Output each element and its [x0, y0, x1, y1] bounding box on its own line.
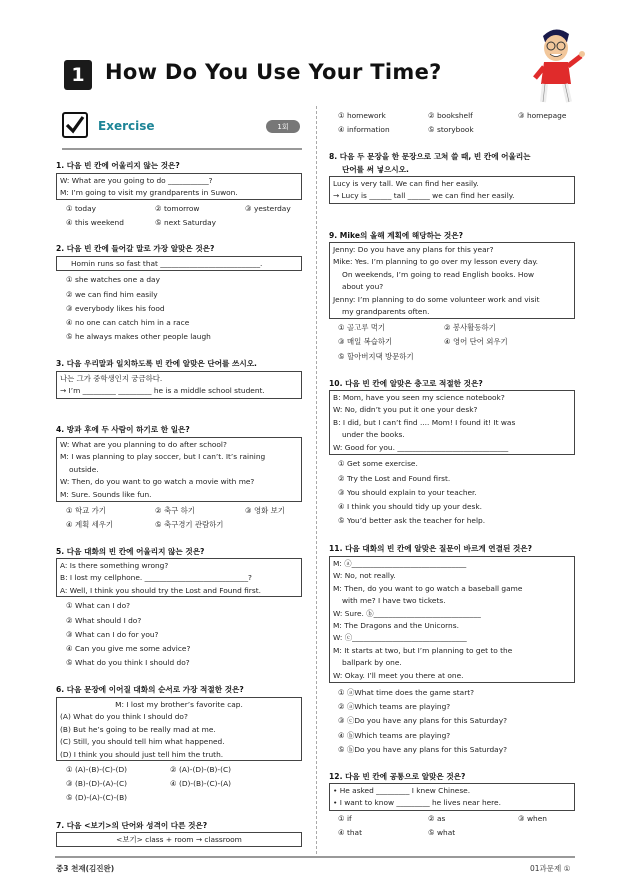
sentence: • I want to know _________ he lives near here.	[333, 798, 501, 808]
option[interactable]: ③ (B)-(D)-(A)-(C)	[66, 779, 128, 788]
question-5-box	[56, 558, 302, 597]
dialog-line: W: Good for you. ______________________________	[333, 442, 509, 452]
divider	[62, 148, 302, 150]
page-title: How Do You Use Your Time?	[105, 60, 442, 84]
option[interactable]: ① she watches one a day	[66, 275, 160, 284]
option[interactable]: ④ that	[338, 828, 362, 837]
question-6-box	[56, 697, 302, 761]
option[interactable]: ① What can I do?	[66, 601, 131, 610]
dialog-line: W: What are you planning to do after school?	[60, 440, 227, 449]
dialog-line: W: No, didn’t you put it one your desk?	[333, 405, 478, 415]
lead-sentence: M: I lost my brother’s favorite cap.	[115, 700, 243, 709]
option[interactable]: ③ everybody likes his food	[66, 304, 165, 313]
dialog-line: B: I did, but I can’t find .... Mom! I found it! It was	[333, 417, 516, 427]
dialog-line: W: What are you going to do ___________?	[60, 176, 213, 185]
question-11-box	[329, 556, 575, 683]
option[interactable]: ⑤ 축구경기 관람하기	[155, 520, 224, 529]
question-7-title: 7. 다음 <보기>의 단어와 성격이 다른 것은?	[56, 821, 208, 830]
option[interactable]: ⑤ storybook	[428, 125, 474, 134]
dialog-line: W: Then, do you want to go watch a movie with me?	[60, 477, 255, 487]
sentence: Lucy is very tall. We can find her easily.	[333, 179, 479, 188]
option[interactable]: ④ Can you give me some advice?	[66, 644, 191, 653]
option[interactable]: ④ this weekend	[66, 218, 124, 227]
option[interactable]: ① if	[338, 814, 352, 823]
korean-sentence: 나는 그가 중학생인지 궁금하다.	[60, 374, 163, 383]
option[interactable]: ③ homepage	[518, 111, 567, 120]
option[interactable]: ⑤ 할아버지댁 방문하기	[338, 352, 414, 361]
dialog-line: On weekends, I’m going to read English books. How	[342, 269, 535, 279]
footer-page: 01과문제 ①	[530, 864, 571, 873]
option[interactable]: ⑤ You’d better ask the teacher for help.	[338, 516, 486, 525]
option[interactable]: ① (A)-(B)-(C)-(D)	[66, 765, 128, 774]
dialog-line: B: I lost my cellphone. ____________________________?	[60, 573, 252, 583]
dialog-line: M: Sure. Sounds like fun.	[60, 489, 152, 499]
question-4-box	[56, 437, 302, 502]
option[interactable]: ① homework	[338, 111, 386, 120]
option[interactable]: ② we can find him easily	[66, 290, 158, 299]
question-8-title: 8. 다음 두 문장을 한 문장으로 고쳐 쓸 때, 빈 칸에 어울리는	[329, 152, 531, 161]
dialog-line: Mike: Yes. I’m planning to go over my lesson every day.	[333, 257, 539, 267]
option[interactable]: ③ 매일 복습하기	[338, 337, 393, 346]
dialog-line: W: Okay. I’ll meet you there at one.	[333, 670, 464, 680]
sentence: Homin runs so fast that ___________________________.	[71, 259, 263, 268]
question-9-box	[329, 242, 575, 319]
option[interactable]: ④ I think you should tidy up your desk.	[338, 502, 482, 511]
question-10-title: 10. 다음 빈 칸에 알맞은 충고로 적절한 것은?	[329, 379, 483, 388]
dialog-line: W: Sure. ⓑ_____________________________	[333, 608, 481, 618]
question-2-box	[56, 256, 302, 271]
option[interactable]: ② 봉사활동하기	[444, 323, 496, 332]
question-5-title: 5. 다음 대화의 빈 칸에 어울리지 않는 것은?	[56, 547, 205, 556]
option[interactable]: ② (A)-(D)-(B)-(C)	[170, 765, 232, 774]
dialog-line: W: No, not really.	[333, 571, 396, 581]
option[interactable]: ① Get some exercise.	[338, 459, 418, 468]
option[interactable]: ③ when	[518, 814, 547, 823]
dialog-line: M: I’m going to visit my grandparents in Suwon.	[60, 188, 238, 198]
question-4-title: 4. 방과 후에 두 사람이 하기로 한 일은?	[56, 425, 190, 434]
option[interactable]: ② ⓐWhich teams are playing?	[338, 702, 451, 711]
option[interactable]: ③ What can I do for you?	[66, 630, 159, 639]
option[interactable]: ③ ⓒDo you have any plans for this Saturday?	[338, 716, 508, 725]
option[interactable]: ④ (D)-(B)-(C)-(A)	[170, 779, 232, 788]
option[interactable]: ⑤ What do you think I should do?	[66, 658, 190, 667]
exercise-header	[62, 112, 302, 140]
question-1-box	[56, 173, 302, 200]
dialog-line: about you?	[342, 282, 384, 292]
option[interactable]: ② bookshelf	[428, 111, 473, 120]
option[interactable]: ② as	[428, 814, 446, 823]
dialog-line: my grandparents often.	[342, 307, 430, 317]
question-6-title: 6. 다음 문장에 이어질 대화의 순서로 가장 적절한 것은?	[56, 685, 244, 694]
option[interactable]: ② 축구 하기	[155, 506, 195, 515]
option[interactable]: ④ 영어 단어 외우기	[444, 337, 508, 346]
option[interactable]: ④ information	[338, 125, 390, 134]
sentence: → Lucy is ______ tall ______ we can find her easily.	[333, 191, 515, 201]
dialog-line: B: Mom, have you seen my science notebook?	[333, 393, 505, 402]
dialog-line: with me? I have two tickets.	[342, 596, 446, 606]
option[interactable]: ① ⓐWhat time does the game start?	[338, 688, 475, 697]
option[interactable]: ③ You should explain to your teacher.	[338, 488, 477, 497]
sentence: • He asked _________ I knew Chinese.	[333, 786, 471, 795]
footer-publisher: 중3 천재(김진완)	[56, 864, 115, 873]
exercise-label: Exercise	[98, 119, 155, 133]
dialog-line: A: Is there something wrong?	[60, 561, 169, 570]
dialog-line: W: ⓒ_______________________________	[333, 633, 467, 643]
question-10-box	[329, 390, 575, 455]
checkbox-icon	[62, 112, 88, 138]
unit-number: 1	[64, 60, 92, 90]
round-badge: 1회	[266, 120, 300, 133]
dialog-line: M: I was planning to play soccer, but I can’t. It’s raining	[60, 452, 266, 462]
choice-sentence: (B) But he’s going to be really mad at me.	[60, 724, 216, 734]
option[interactable]: ④ 계획 세우기	[66, 520, 114, 529]
option[interactable]: ③ yesterday	[245, 204, 291, 213]
question-3-title: 3. 다음 우리말과 일치하도록 빈 칸에 알맞은 단어를 쓰시오.	[56, 359, 257, 368]
option[interactable]: ⑤ (D)-(A)-(C)-(B)	[66, 793, 128, 802]
english-sentence: → I’m _________ _________ he is a middle school student.	[60, 386, 265, 396]
option[interactable]: ② Try the Lost and Found first.	[338, 474, 451, 483]
dialog-line: M: ⓐ_______________________________	[333, 559, 467, 568]
option[interactable]: ② tomorrow	[155, 204, 200, 213]
dialog-line: under the books.	[342, 430, 405, 440]
question-1-title: 1. 다음 빈 칸에 어울리지 않는 것은?	[56, 161, 180, 170]
example-box: <보기> class + room → classroom	[116, 835, 242, 844]
dialog-line: M: The Dragons and the Unicorns.	[333, 621, 459, 631]
choice-sentence: (D) I think you should just tell him the truth.	[60, 749, 224, 759]
question-12-title: 12. 다음 빈 칸에 공통으로 알맞은 것은?	[329, 772, 466, 781]
question-12-box	[329, 783, 575, 811]
dialog-line: A: Well, I think you should try the Lost and Found first.	[60, 585, 261, 595]
option[interactable]: ④ no one can catch him in a race	[66, 318, 190, 327]
column-separator	[316, 106, 317, 854]
choice-sentence: (A) What do you think I should do?	[60, 712, 188, 722]
dialog-line: M: Then, do you want to go watch a baseball game	[333, 583, 523, 593]
teacher-avatar	[525, 22, 585, 107]
footer-divider	[55, 856, 575, 858]
question-2-title: 2. 다음 빈 칸에 들어갈 말로 가장 알맞은 것은?	[56, 244, 215, 253]
question-11-title: 11. 다음 대화의 빈 칸에 알맞은 질문이 바르게 연결된 것은?	[329, 544, 533, 553]
question-3-box	[56, 371, 302, 399]
option[interactable]: ② What should I do?	[66, 616, 142, 625]
dialog-line: Jenny: Do you have any plans for this year?	[333, 245, 494, 254]
dialog-line: ballpark by one.	[342, 658, 402, 668]
option[interactable]: ④ ⓑWhich teams are playing?	[338, 731, 451, 740]
question-8-title-cont: 단어를 써 넣으시오.	[342, 165, 409, 174]
option[interactable]: ① today	[66, 204, 96, 213]
option[interactable]: ③ 영화 보기	[245, 506, 285, 515]
dialog-line: Jenny: I’m planning to do some volunteer work and visit	[333, 294, 540, 304]
option[interactable]: ⑤ he always makes other people laugh	[66, 332, 211, 341]
option[interactable]: ① 골고루 먹기	[338, 323, 386, 332]
question-7-box	[56, 832, 302, 847]
dialog-line: M: It starts at two, but I’m planning to get to the	[333, 645, 513, 655]
question-9-title: 9. Mike의 올해 계획에 해당하는 것은?	[329, 231, 463, 240]
option[interactable]: ⑤ what	[428, 828, 456, 837]
question-8-box	[329, 176, 575, 204]
dialog-line: outside.	[69, 464, 99, 474]
option[interactable]: ⑤ next Saturday	[155, 218, 217, 227]
choice-sentence: (C) Still, you should tell him what happened.	[60, 737, 225, 747]
option[interactable]: ⑤ ⓑDo you have any plans for this Saturday?	[338, 745, 508, 754]
option[interactable]: ① 학교 가기	[66, 506, 106, 515]
